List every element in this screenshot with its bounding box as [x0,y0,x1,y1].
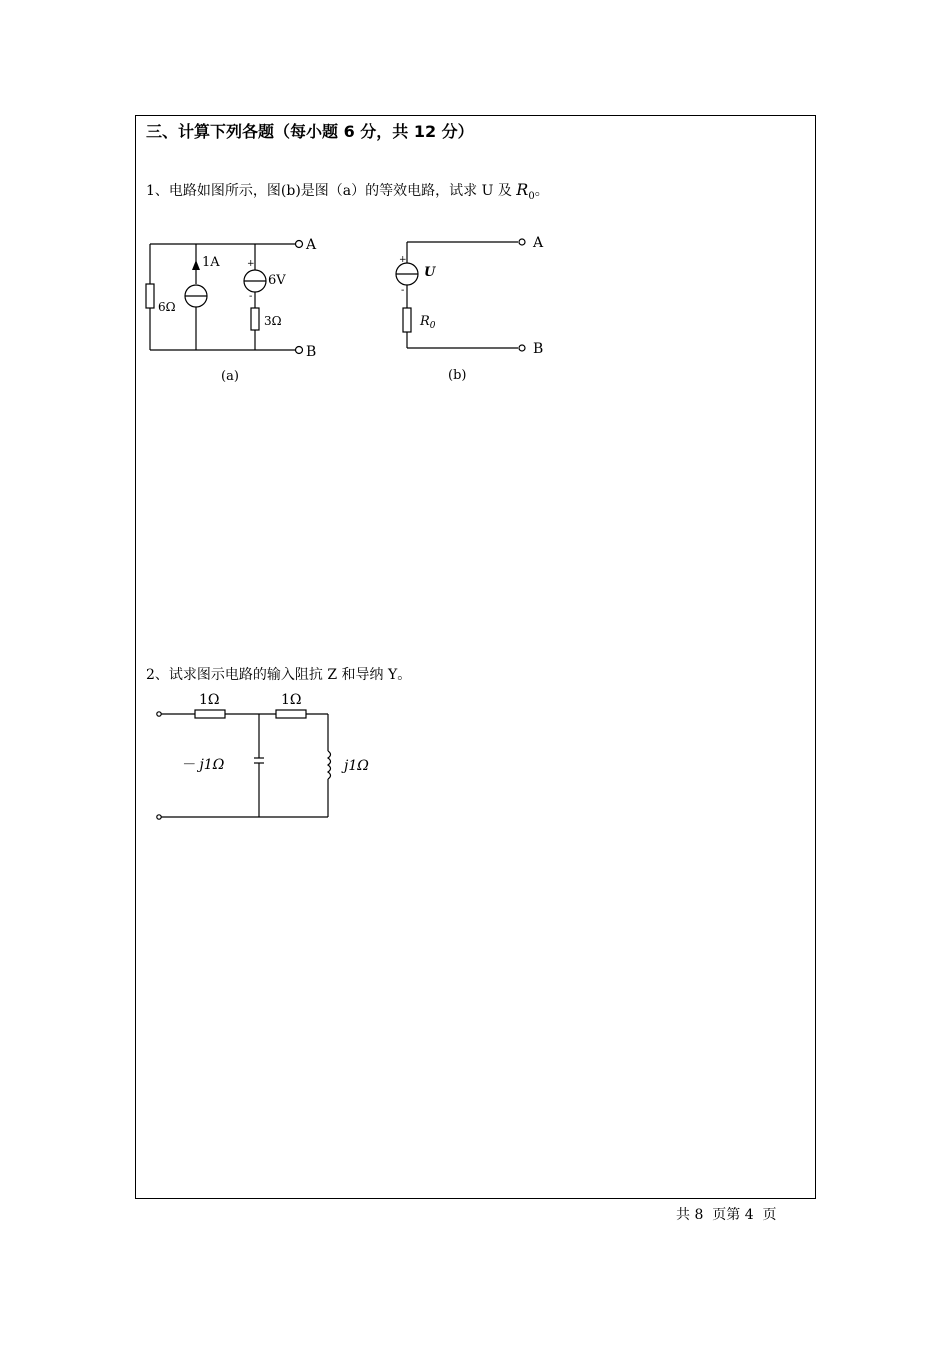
circuit-figure-a [143,232,353,384]
circuit-figure-b [388,232,553,384]
capacitor-label: － j1Ω [181,757,225,773]
plus-sign-b: + [399,255,407,265]
r0-subscript: 0 [528,190,535,202]
source-u-label: U [424,265,436,280]
question-1-text [146,180,549,202]
inductor-label: j1Ω [344,758,369,774]
plus-sign: + [247,259,255,269]
r0-symbol: R [516,180,529,199]
question-1-suffix: 。 [534,183,549,199]
terminal-a-label: A [306,237,317,253]
current-arrow-icon [192,260,200,270]
section-title: 三、计算下列各题（每小题 6 分，共 12 分） [146,122,474,141]
circuit-figure-2 [150,688,390,828]
r0-label-symbol: R [420,314,430,329]
terminal-a-label-b: A [533,235,544,251]
resistor-2-label: 1Ω [281,692,302,708]
question-1-prefix: 1、电路如图所示，图(b)是图（a）的等效电路，试求 U 及 [146,183,517,199]
terminal-b-label: B [306,344,317,360]
question-2-text: 2、试求图示电路的输入阻抗 Z 和导纳 Y。 [146,667,412,683]
minus-sign: - [249,291,253,302]
r0-label [419,314,436,331]
voltage-source-label: 6V [268,273,286,288]
terminal-b-label-b: B [533,341,544,357]
figure-a-caption: (a) [221,369,239,384]
r0-label-sub: 0 [429,321,436,331]
figure-b-caption: (b) [448,368,467,383]
resistor-3-label: 3Ω [264,314,282,328]
resistor-1-label: 1Ω [199,692,220,708]
minus-sign-b: - [401,285,405,296]
page-footer: 共 8 页第 4 页 [676,1207,777,1223]
resistor-6-label: 6Ω [158,300,176,314]
current-source-label: 1A [202,255,220,270]
